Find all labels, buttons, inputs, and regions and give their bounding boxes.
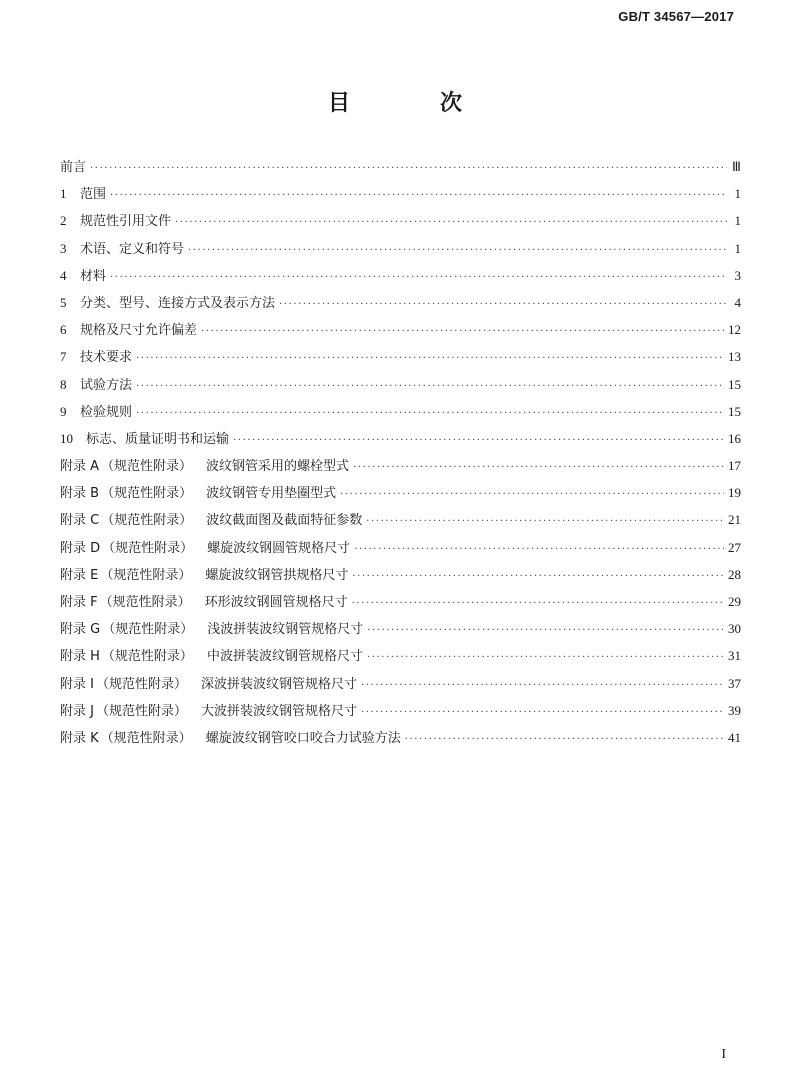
toc-entry[interactable] — [60, 235, 741, 262]
toc-entry[interactable] — [60, 207, 741, 234]
toc-appendix-entry[interactable] — [60, 506, 741, 533]
toc-entry[interactable] — [60, 371, 741, 398]
toc-page-number: 15 — [728, 376, 741, 392]
toc-entry-label: 附录 I （规范性附录） 深波拼装波纹钢管规格尺寸 — [60, 671, 357, 698]
toc-entry-label: 2 规范性引用文件 — [60, 207, 171, 235]
toc-entry-label: 4 材料 — [60, 262, 106, 290]
dot-leader — [136, 345, 724, 372]
toc-entry[interactable] — [60, 398, 741, 425]
dot-leader — [279, 291, 727, 318]
toc-appendix-entry[interactable] — [60, 615, 741, 642]
clause-number: 6 — [60, 322, 67, 338]
toc-page-number: 1 — [734, 240, 741, 256]
toc-entry-label: 附录 G （规范性附录） 浅波拼装波纹钢管规格尺寸 — [60, 616, 363, 643]
toc-page-number: 41 — [728, 729, 741, 745]
toc-page-number: 37 — [728, 675, 741, 691]
toc-entry-label: 附录 C （规范性附录） 波纹截面图及截面特征参数 — [60, 507, 362, 534]
toc-page-number: 30 — [728, 621, 741, 637]
toc-appendix-entry[interactable] — [60, 724, 741, 751]
appendix-category: （规范性附录） — [102, 622, 194, 638]
toc-entry-label: 6 规格及尺寸允许偏差 — [60, 316, 197, 344]
clause-number: 8 — [60, 376, 67, 392]
toc-page-number: 1 — [734, 213, 741, 229]
dot-leader — [90, 155, 727, 182]
toc-appendix-entry[interactable] — [60, 479, 741, 506]
dot-leader — [201, 318, 724, 345]
toc-entry-label: 前言 — [60, 160, 87, 175]
toc-entry-label: 3 术语、定义和符号 — [60, 235, 184, 263]
appendix-category: （规范性附录） — [95, 676, 187, 692]
clause-number: 4 — [60, 267, 67, 283]
dot-leader — [367, 644, 724, 671]
appendix-label: 附录 K — [60, 730, 99, 746]
toc-page-number: 13 — [728, 349, 741, 365]
toc-entry[interactable] — [60, 262, 741, 289]
toc-entry-label: 10 标志、质量证明书和运输 — [60, 425, 229, 453]
toc-entry-label: 5 分类、型号、连接方式及表示方法 — [60, 289, 275, 317]
toc-entry-label: 附录 B （规范性附录） 波纹钢管专用垫圈型式 — [60, 480, 336, 507]
dot-leader — [366, 508, 724, 535]
toc-page-number: 39 — [728, 702, 741, 718]
appendix-category: （规范性附录） — [101, 459, 193, 475]
appendix-label: 附录 H — [60, 649, 100, 665]
appendix-label: 附录 J — [60, 703, 94, 719]
toc-entry[interactable] — [60, 343, 741, 370]
dot-leader — [367, 617, 724, 644]
toc-page-number: 28 — [728, 566, 741, 582]
dot-leader — [110, 264, 727, 291]
appendix-category: （规范性附录） — [101, 513, 193, 529]
appendix-label: 附录 E — [60, 567, 99, 583]
toc-entry-label: 9 检验规则 — [60, 398, 132, 426]
dot-leader — [405, 726, 724, 753]
toc-entry-label: 1 范围 — [60, 180, 106, 208]
dot-leader — [175, 209, 727, 236]
toc-page-number: Ⅲ — [732, 159, 741, 174]
dot-leader — [188, 237, 727, 264]
toc-page-number: 16 — [728, 430, 741, 446]
appendix-category: （规范性附录） — [101, 486, 193, 502]
toc-appendix-entry[interactable] — [60, 642, 741, 669]
standard-code: GB/T 34567—2017 — [618, 9, 734, 24]
toc-page-number: 1 — [734, 186, 741, 202]
toc-page-number: 15 — [728, 403, 741, 419]
toc-appendix-entry[interactable] — [60, 561, 741, 588]
clause-number: 1 — [60, 186, 67, 202]
clause-number: 3 — [60, 240, 67, 256]
toc-entry-label: 附录 K （规范性附录） 螺旋波纹钢管咬口咬合力试验方法 — [60, 725, 401, 752]
dot-leader — [361, 672, 724, 699]
toc-entry[interactable] — [60, 180, 741, 207]
toc-entry-label: 7 技术要求 — [60, 343, 132, 371]
appendix-category: （规范性附录） — [100, 567, 192, 583]
dot-leader — [233, 427, 724, 454]
dot-leader — [110, 182, 727, 209]
dot-leader — [353, 454, 724, 481]
clause-number: 10 — [60, 430, 73, 446]
toc-page-number: 21 — [728, 512, 741, 528]
toc-entry-label: 附录 D （规范性附录） 螺旋波纹钢圆管规格尺寸 — [60, 535, 350, 562]
dot-leader — [352, 590, 724, 617]
toc-page-number: 27 — [728, 539, 741, 555]
page-title: 目 次 — [327, 91, 496, 116]
toc-appendix-entry[interactable] — [60, 670, 741, 697]
toc-entry-label: 附录 E （规范性附录） 螺旋波纹钢管拱规格尺寸 — [60, 562, 348, 589]
toc-page-number: 4 — [734, 294, 741, 310]
toc-page-number: 29 — [728, 594, 741, 609]
dot-leader — [354, 536, 724, 563]
toc-entry-label: 8 试验方法 — [60, 371, 132, 399]
toc-entry[interactable] — [60, 425, 741, 452]
dot-leader — [136, 373, 724, 400]
appendix-category: （规范性附录） — [99, 595, 191, 610]
appendix-category: （规范性附录） — [95, 703, 187, 719]
clause-number: 2 — [60, 213, 67, 229]
toc-appendix-entry[interactable] — [60, 452, 741, 479]
clause-number: 5 — [60, 294, 67, 310]
toc-appendix-entry[interactable] — [60, 534, 741, 561]
toc-entry-foreword[interactable] — [60, 153, 741, 180]
table-of-contents — [60, 153, 741, 751]
toc-entry-label: 附录 F （规范性附录） 环形波纹钢圆管规格尺寸 — [60, 589, 348, 616]
page-number: I — [721, 1047, 726, 1062]
toc-page-number: 17 — [728, 458, 741, 474]
toc-entry-label: 附录 A （规范性附录） 波纹钢管采用的螺栓型式 — [60, 453, 349, 480]
appendix-label: 附录 B — [60, 486, 100, 502]
dot-leader — [352, 563, 724, 590]
dot-leader — [136, 400, 724, 427]
toc-entry-label: 附录 J （规范性附录） 大波拼装波纹钢管规格尺寸 — [60, 698, 357, 725]
toc-entry[interactable] — [60, 289, 741, 316]
appendix-category: （规范性附录） — [101, 649, 193, 665]
clause-number: 7 — [60, 349, 67, 365]
appendix-category: （规范性附录） — [102, 540, 194, 556]
appendix-label: 附录 D — [60, 540, 101, 556]
toc-page-number: 31 — [728, 648, 741, 664]
toc-appendix-entry[interactable] — [60, 697, 741, 724]
toc-entry-label: 附录 H （规范性附录） 中波拼装波纹钢管规格尺寸 — [60, 643, 363, 670]
toc-entry[interactable] — [60, 316, 741, 343]
toc-page-number: 3 — [734, 267, 741, 283]
appendix-label: 附录 A — [60, 459, 100, 475]
toc-page-number: 19 — [728, 485, 741, 501]
appendix-label: 附录 F — [60, 595, 98, 610]
clause-number: 9 — [60, 403, 67, 419]
dot-leader — [340, 481, 724, 508]
dot-leader — [361, 699, 724, 726]
appendix-label: 附录 C — [60, 513, 100, 529]
toc-appendix-entry[interactable] — [60, 588, 741, 615]
appendix-label: 附录 I — [60, 676, 94, 692]
appendix-label: 附录 G — [60, 622, 101, 638]
toc-page-number: 12 — [728, 322, 741, 338]
appendix-category: （规范性附录） — [100, 730, 192, 746]
